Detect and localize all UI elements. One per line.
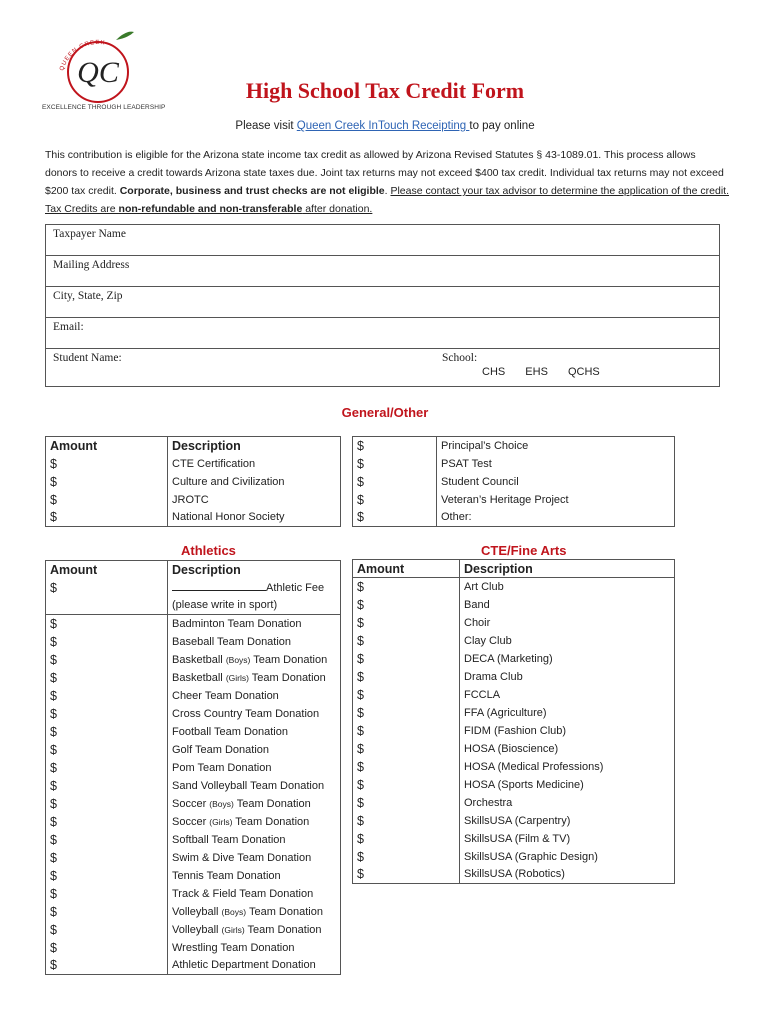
amount-cell[interactable]: $	[46, 723, 168, 741]
svg-text:QUEEN CREEK: QUEEN CREEK	[59, 39, 106, 72]
description-cell: CTE Certification	[168, 455, 341, 473]
description-header: Description	[168, 437, 341, 455]
description-cell	[168, 957, 341, 975]
description-cell: SkillsUSA (Carpentry)	[460, 812, 675, 830]
description-small: (Boys)	[209, 798, 234, 809]
amount-cell[interactable]: $	[46, 885, 168, 903]
intro-underlined-bold: non-refundable and non-transferable	[118, 203, 303, 215]
description-small: (Girls)	[225, 672, 249, 683]
description-pre: Basketball	[172, 653, 226, 666]
description-cell: FFA (Agriculture)	[460, 704, 675, 722]
description-pre: Badminton Team Donation	[172, 617, 302, 630]
amount-cell[interactable]: $	[46, 849, 168, 867]
taxpayer-name-label: Taxpayer Name	[53, 228, 126, 240]
intro-text-1: This contribution is eligible for the Arizona state income tax credit as allowed by Arizona Revised Statutes § 43-1089.01. This process allows donors to receive a credit towards Arizona state taxes due. Joint tax returns may not exceed $400 tax credit. Individual tax returns may not exceed $200 tax credit.	[45, 149, 724, 197]
amount-cell[interactable]: $	[353, 614, 460, 632]
amount-cell[interactable]: $	[46, 473, 168, 491]
table-row[interactable]	[353, 632, 675, 650]
amount-cell[interactable]: $	[353, 668, 460, 686]
athletic-fee-note-row	[46, 597, 341, 615]
amount-cell[interactable]: $	[46, 867, 168, 885]
description-post: Team Donation	[233, 797, 311, 810]
table-row[interactable]	[46, 723, 341, 741]
description-pre: Volleyball	[172, 923, 222, 936]
table-row[interactable]	[353, 758, 675, 776]
school-option-qchs[interactable]: QCHS	[567, 366, 600, 378]
table-row[interactable]	[46, 903, 341, 921]
taxpayer-info-box	[45, 224, 720, 387]
description-pre: Athletic Department Donation	[172, 959, 316, 972]
amount-cell[interactable]: $	[353, 794, 460, 812]
logo-tagline: EXCELLENCE THROUGH LEADERSHIP	[42, 104, 166, 111]
amount-cell[interactable]: $	[353, 686, 460, 704]
description-post: Team Donation	[244, 923, 322, 936]
table-row[interactable]	[46, 831, 341, 849]
description-small: (Boys)	[221, 906, 247, 917]
description-pre: Soccer	[172, 815, 210, 828]
description-cell	[168, 831, 341, 849]
mailing-address-field[interactable]	[46, 256, 719, 287]
table-row[interactable]	[46, 633, 341, 651]
cte-section-title: CTE/Fine Arts	[481, 543, 567, 558]
amount-cell[interactable]: $	[46, 651, 168, 669]
athletic-fee-cell[interactable]	[168, 579, 341, 597]
description-cell: HOSA (Bioscience)	[460, 740, 675, 758]
table-row[interactable]	[353, 596, 675, 614]
table-row[interactable]	[353, 491, 675, 509]
table-row[interactable]	[46, 849, 341, 867]
table-row[interactable]	[353, 866, 675, 884]
school-label: School:	[442, 352, 478, 364]
table-row[interactable]	[353, 740, 675, 758]
description-cell: National Honor Society	[168, 509, 341, 527]
description-cell	[168, 813, 341, 831]
amount-cell[interactable]: $	[46, 759, 168, 777]
amount-cell[interactable]: $	[353, 758, 460, 776]
description-pre: Basketball	[172, 671, 226, 684]
city-state-zip-label: City, State, Zip	[53, 290, 123, 302]
description-cell: Culture and Civilization	[168, 473, 341, 491]
amount-cell-empty	[46, 597, 168, 615]
table-row[interactable]	[353, 722, 675, 740]
description-cell	[168, 651, 341, 669]
visit-line	[0, 120, 770, 132]
table-row[interactable]	[353, 455, 675, 473]
description-cell	[168, 705, 341, 723]
intro-text-2: .	[384, 185, 391, 197]
table-row[interactable]	[353, 437, 675, 455]
description-small: (Girls)	[221, 924, 245, 935]
email-field[interactable]	[46, 318, 719, 349]
city-state-zip-field[interactable]	[46, 287, 719, 318]
description-pre: Football Team Donation	[172, 725, 288, 738]
description-pre: Volleyball	[172, 905, 222, 918]
athletics-table	[45, 560, 341, 975]
table-row[interactable]	[46, 885, 341, 903]
amount-cell[interactable]: $	[46, 509, 168, 527]
visit-prefix: Please visit	[235, 120, 297, 132]
description-pre: Softball Team Donation	[172, 833, 286, 846]
cte-header	[353, 560, 675, 578]
student-school-row	[46, 349, 719, 386]
table-row[interactable]	[46, 741, 341, 759]
description-cell: FIDM (Fashion Club)	[460, 722, 675, 740]
description-pre: Wrestling Team Donation	[172, 941, 295, 954]
school-option-chs[interactable]: CHS	[482, 366, 506, 378]
amount-header: Amount	[46, 561, 168, 579]
amount-cell[interactable]: $	[353, 632, 460, 650]
athletics-section-title: Athletics	[181, 543, 236, 558]
description-cell: Orchestra	[460, 794, 675, 812]
athletics-header	[46, 561, 341, 579]
amount-cell[interactable]: $	[353, 509, 437, 527]
description-cell: FCCLA	[460, 686, 675, 704]
amount-cell[interactable]: $	[46, 903, 168, 921]
description-post: Team Donation	[250, 653, 328, 666]
table-row[interactable]	[353, 578, 675, 596]
athletic-fee-row[interactable]	[46, 579, 341, 597]
amount-cell[interactable]: $	[353, 740, 460, 758]
sport-write-in-line[interactable]	[172, 581, 266, 591]
description-cell	[168, 759, 341, 777]
amount-cell[interactable]: $	[353, 776, 460, 794]
table-row[interactable]	[46, 777, 341, 795]
visit-suffix: to pay online	[469, 120, 535, 132]
description-cell: SkillsUSA (Film & TV)	[460, 830, 675, 848]
intro-bold-notice: Corporate, business and trust checks are not eligible	[119, 185, 385, 197]
table-row[interactable]	[353, 776, 675, 794]
description-post: Team Donation	[246, 905, 323, 918]
description-cell: Veteran’s Heritage Project	[437, 491, 675, 509]
description-cell: DECA (Marketing)	[460, 650, 675, 668]
description-cell: Drama Club	[460, 668, 675, 686]
amount-cell[interactable]: $	[46, 939, 168, 957]
table-row[interactable]	[46, 669, 341, 687]
amount-cell[interactable]: $	[46, 795, 168, 813]
description-cell: SkillsUSA (Robotics)	[460, 866, 675, 884]
cte-items	[353, 578, 675, 884]
description-cell: Student Council	[437, 473, 675, 491]
page-title: High School Tax Credit Form	[245, 78, 525, 103]
description-pre: Baseball Team Donation	[172, 635, 292, 648]
intouch-receipting-link[interactable]: Queen Creek InTouch Receipting	[296, 120, 470, 132]
description-small: (Boys)	[225, 654, 251, 665]
table-row[interactable]	[353, 614, 675, 632]
amount-cell[interactable]: $	[46, 705, 168, 723]
description-pre: Pom Team Donation	[172, 761, 272, 774]
athletics-items	[46, 615, 341, 975]
description-cell	[168, 849, 341, 867]
description-cell	[168, 795, 341, 813]
description-cell	[168, 741, 341, 759]
description-post: Team Donation	[248, 671, 326, 684]
amount-cell[interactable]: $	[46, 687, 168, 705]
description-cell: PSAT Test	[437, 455, 675, 473]
amount-cell[interactable]: $	[46, 813, 168, 831]
amount-cell[interactable]: $	[46, 669, 168, 687]
table-row[interactable]	[46, 509, 341, 527]
table-row[interactable]	[46, 921, 341, 939]
description-post: Team Donation	[232, 815, 310, 828]
amount-header: Amount	[353, 560, 460, 578]
description-cell	[168, 669, 341, 687]
email-label: Email:	[53, 321, 84, 333]
amount-cell[interactable]: $	[353, 830, 460, 848]
table-row[interactable]	[353, 794, 675, 812]
amount-cell[interactable]: $	[353, 722, 460, 740]
description-cell	[168, 939, 341, 957]
svg-text:QC: QC	[77, 56, 119, 89]
description-cell: Principal’s Choice	[437, 437, 675, 455]
description-pre: Cheer Team Donation	[172, 689, 279, 702]
mailing-address-label: Mailing Address	[53, 259, 130, 271]
general-left-header	[46, 437, 341, 455]
table-row[interactable]	[353, 848, 675, 866]
table-row[interactable]	[46, 759, 341, 777]
cte-table	[352, 559, 675, 884]
amount-cell[interactable]: $	[46, 777, 168, 795]
amount-cell[interactable]: $	[353, 455, 437, 473]
amount-cell[interactable]: $	[353, 812, 460, 830]
table-row[interactable]	[46, 813, 341, 831]
description-cell: JROTC	[168, 491, 341, 509]
description-cell: SkillsUSA (Graphic Design)	[460, 848, 675, 866]
table-row[interactable]	[46, 867, 341, 885]
school-options	[482, 366, 617, 378]
table-row[interactable]	[353, 686, 675, 704]
description-cell: HOSA (Medical Professions)	[460, 758, 675, 776]
description-cell: Art Club	[460, 578, 675, 596]
amount-cell[interactable]: $	[46, 957, 168, 975]
description-header: Description	[168, 561, 341, 579]
description-cell	[168, 867, 341, 885]
general-left-table	[45, 436, 341, 527]
amount-cell[interactable]: $	[46, 491, 168, 509]
amount-cell[interactable]: $	[46, 579, 168, 597]
intro-underlined-1: Please contact your tax advisor to determine the application of the credit. Tax Credits are	[45, 185, 729, 215]
intro-paragraph	[45, 146, 730, 218]
table-row[interactable]	[46, 957, 341, 975]
school-option-ehs[interactable]: EHS	[525, 366, 548, 378]
description-cell	[168, 903, 341, 921]
table-row[interactable]	[353, 830, 675, 848]
amount-cell[interactable]: $	[353, 437, 437, 455]
description-cell: HOSA (Sports Medicine)	[460, 776, 675, 794]
description-cell: Band	[460, 596, 675, 614]
description-cell	[168, 615, 341, 633]
amount-cell[interactable]: $	[46, 831, 168, 849]
table-row[interactable]	[353, 704, 675, 722]
description-cell	[168, 777, 341, 795]
description-pre: Cross Country Team Donation	[172, 707, 320, 720]
amount-cell[interactable]: $	[353, 596, 460, 614]
table-row[interactable]	[46, 455, 341, 473]
amount-cell[interactable]: $	[353, 473, 437, 491]
amount-cell[interactable]: $	[46, 741, 168, 759]
description-pre: Track & Field Team Donation	[172, 887, 314, 900]
amount-cell[interactable]: $	[46, 633, 168, 651]
table-row[interactable]	[46, 491, 341, 509]
amount-cell[interactable]: $	[353, 866, 460, 884]
amount-cell[interactable]: $	[46, 455, 168, 473]
description-pre: Tennis Team Donation	[172, 869, 281, 882]
table-row[interactable]	[46, 939, 341, 957]
table-row[interactable]	[46, 687, 341, 705]
intro-underlined-2: after donation.	[302, 203, 373, 215]
athletic-fee-note: (please write in sport)	[168, 597, 341, 615]
description-pre: Golf Team Donation	[172, 743, 270, 756]
table-row[interactable]	[46, 795, 341, 813]
table-row[interactable]	[353, 650, 675, 668]
amount-cell[interactable]: $	[353, 578, 460, 596]
amount-cell[interactable]: $	[46, 921, 168, 939]
taxpayer-name-field[interactable]	[46, 225, 719, 256]
description-header: Description	[460, 560, 675, 578]
description-cell	[168, 723, 341, 741]
table-row[interactable]	[46, 473, 341, 491]
amount-header: Amount	[46, 437, 168, 455]
description-cell	[168, 633, 341, 651]
student-name-label: Student Name:	[53, 352, 122, 364]
amount-cell[interactable]: $	[46, 615, 168, 633]
table-row[interactable]	[353, 509, 675, 527]
description-pre: Soccer	[172, 797, 210, 810]
table-row[interactable]	[46, 615, 341, 633]
general-right-table	[352, 436, 675, 527]
athletic-fee-label: Athletic Fee	[266, 582, 325, 594]
table-row[interactable]	[353, 812, 675, 830]
amount-cell[interactable]: $	[353, 848, 460, 866]
general-section-title: General/Other	[341, 405, 429, 420]
description-cell	[168, 921, 341, 939]
description-cell: Choir	[460, 614, 675, 632]
table-row[interactable]	[353, 473, 675, 491]
table-row[interactable]	[353, 668, 675, 686]
description-cell: Other:	[437, 509, 675, 527]
description-cell	[168, 885, 341, 903]
amount-cell[interactable]: $	[353, 491, 437, 509]
table-row[interactable]	[46, 705, 341, 723]
description-cell: Clay Club	[460, 632, 675, 650]
amount-cell[interactable]: $	[353, 704, 460, 722]
description-cell	[168, 687, 341, 705]
amount-cell[interactable]: $	[353, 650, 460, 668]
table-row[interactable]	[46, 651, 341, 669]
description-pre: Sand Volleyball Team Donation	[172, 779, 325, 792]
description-pre: Swim & Dive Team Donation	[172, 851, 312, 864]
description-small: (Girls)	[209, 816, 233, 827]
